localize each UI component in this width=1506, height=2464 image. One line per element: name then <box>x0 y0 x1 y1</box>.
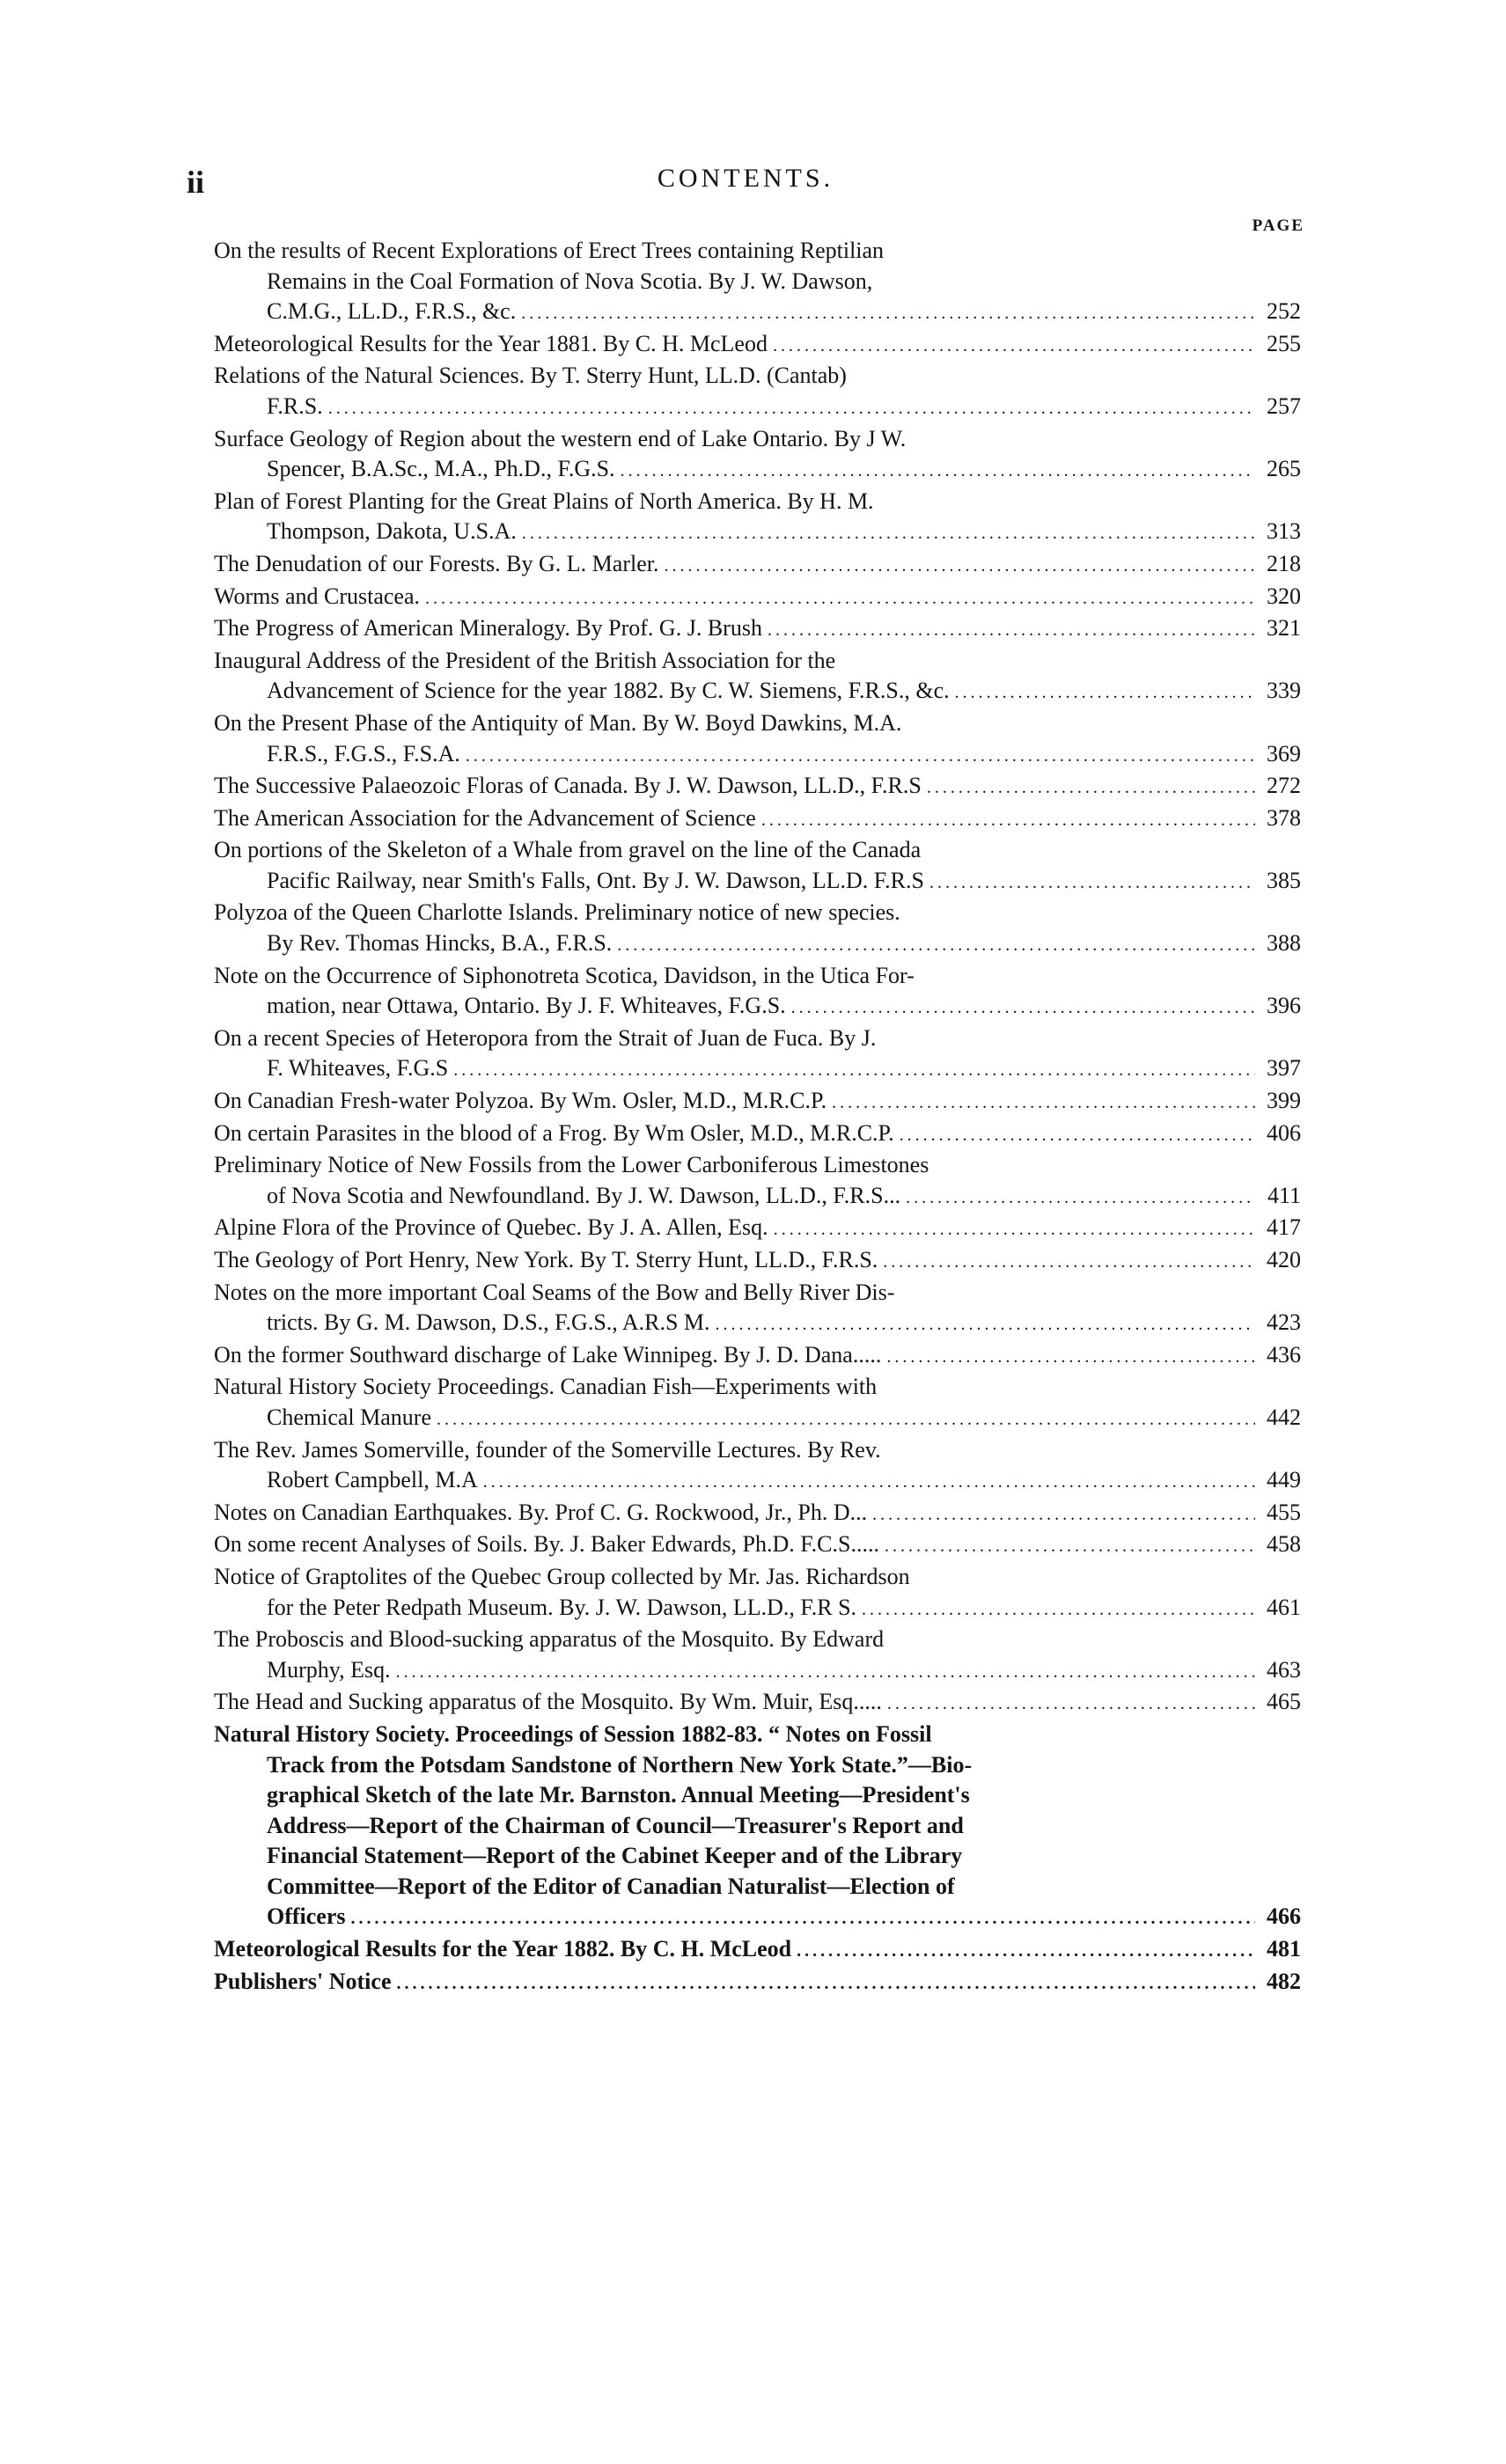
toc-entry-text: Natural History Society. Proceedings of Session 1882-83. “ Notes on Fossil <box>214 1720 932 1747</box>
toc-entry <box>214 549 1301 582</box>
toc-entry <box>214 646 1301 708</box>
toc-entry <box>214 1967 1301 1999</box>
toc-entry-text: Remains in the Coal Formation of Nova Scotia. By J. W. Dawson, <box>267 268 873 294</box>
toc-entry-text: Notes on Canadian Earthquakes. By. Prof C. G. Rockwood, Jr., Ph. D... <box>214 1499 868 1525</box>
toc-entry-text: On certain Parasites in the blood of a Frog. By Wm Osler, M.D., M.R.C.P. <box>214 1119 894 1146</box>
toc-entry-line <box>214 1278 1301 1309</box>
toc-entry-text: Natural History Society Proceedings. Canadian Fish—Experiments with <box>214 1374 878 1400</box>
toc-page-number: 461 <box>1267 1594 1301 1620</box>
toc-entry-line <box>214 582 1301 614</box>
toc-entry-text: The Denudation of our Forests. By G. L. Marler. <box>214 550 659 576</box>
toc-entry <box>214 1934 1301 1967</box>
toc-entry-line <box>214 1967 1301 1999</box>
toc-entry-line <box>214 392 1301 424</box>
toc-page-number: 466 <box>1267 1903 1301 1930</box>
dot-leader <box>900 1120 1255 1151</box>
toc-page-number: 481 <box>1267 1936 1301 1962</box>
toc-entry-text: Note on the Occurrence of Siphonotreta Scotica, Davidson, in the Utica For- <box>214 962 915 988</box>
toc-entry-text: for the Peter Redpath Museum. By. J. W. Dawson, LL.D., F.R S. <box>267 1594 857 1620</box>
dot-leader <box>396 1657 1255 1688</box>
dot-leader <box>929 868 1255 898</box>
toc-page-number: 265 <box>1267 456 1301 482</box>
toc-entry-text: Thompson, Dakota, U.S.A. <box>267 518 517 545</box>
toc-entry-line <box>214 1465 1301 1498</box>
toc-entry-line <box>214 1023 1301 1054</box>
toc-entry-text: Track from the Potsdam Sandstone of Northern New York State.”—Bio- <box>267 1751 973 1778</box>
dot-leader <box>774 1214 1255 1245</box>
toc-entry-text: Notes on the more important Coal Seams of the Bow and Belly River Dis- <box>214 1279 895 1305</box>
toc-entry-text: On a recent Species of Heteropora from the Strait of Juan de Fuca. By J. <box>214 1024 877 1051</box>
dot-leader <box>351 1903 1255 1934</box>
page-header <box>187 164 1304 235</box>
toc-entry-text: Inaugural Address of the President of the British Association for the <box>214 647 836 673</box>
toc-entry-line <box>214 646 1301 677</box>
toc-entry-text: F.R.S. <box>267 392 323 419</box>
dot-leader <box>761 805 1255 836</box>
toc-entry-line <box>214 1687 1301 1720</box>
dot-leader <box>797 1936 1255 1967</box>
toc-entry-line <box>214 1624 1301 1655</box>
toc-entry-text: F.R.S., F.G.S., F.S.A. <box>267 740 460 766</box>
toc-entry <box>214 1150 1301 1213</box>
toc-page-number: 417 <box>1267 1214 1301 1241</box>
dot-leader <box>862 1595 1255 1625</box>
toc-entry-line <box>214 835 1301 866</box>
toc-entry-text: On the results of Recent Explorations of Erect Trees containing Reptilian <box>214 238 885 263</box>
dot-leader <box>906 1183 1255 1214</box>
dot-leader <box>437 1404 1255 1435</box>
toc-entry <box>214 803 1301 836</box>
toc-entry <box>214 1562 1301 1624</box>
toc-entry-text: Financial Statement—Report of the Cabinet Keeper and of the Library <box>267 1843 963 1869</box>
toc-page-number: 320 <box>1267 583 1301 609</box>
toc-entry-line <box>214 866 1301 898</box>
toc-entry-text: mation, near Ottawa, Ontario. By J. F. Whiteaves, F.G.S. <box>267 993 786 1019</box>
toc-page-number: 255 <box>1267 330 1301 356</box>
toc-entry <box>214 1529 1301 1562</box>
toc-entry <box>214 1624 1301 1687</box>
toc-entry-line <box>214 928 1301 961</box>
toc-entry-line <box>214 739 1301 772</box>
toc-page-number: 449 <box>1267 1467 1301 1493</box>
dot-leader <box>885 1531 1255 1562</box>
toc-entry-line <box>214 708 1301 739</box>
toc-entry-text: graphical Sketch of the late Mr. Barnston. Annual Meeting—President's <box>267 1782 970 1808</box>
toc-entry-text: On some recent Analyses of Soils. By. J. Baker Edwards, Ph.D. F.C.S..... <box>214 1531 879 1558</box>
toc-entry-line <box>214 1902 1301 1934</box>
toc-entry-line <box>214 1811 1301 1842</box>
toc-page-number: 369 <box>1267 740 1301 766</box>
toc-entry-text: F. Whiteaves, F.G.S <box>267 1055 449 1082</box>
toc-entry-text: Murphy, Esq. <box>267 1656 391 1683</box>
toc-entry-text: The Head and Sucking apparatus of the Mosquito. By Wm. Muir, Esq..... <box>214 1689 882 1715</box>
toc-entry-line <box>214 1053 1301 1086</box>
toc-page-number: 313 <box>1267 518 1301 545</box>
page-number: ii <box>187 165 205 200</box>
toc-entry-line <box>214 1213 1301 1245</box>
toc-entry-line <box>214 1403 1301 1435</box>
toc-entry-line <box>214 771 1301 803</box>
dot-leader <box>466 741 1255 772</box>
toc-entry-text: The American Association for the Advancement of Science <box>214 804 756 831</box>
toc-entry-line <box>214 613 1301 646</box>
toc-entry-line <box>214 1593 1301 1625</box>
toc-entry-text: The Rev. James Somerville, founder of the Somerville Lectures. By Rev. <box>214 1436 881 1463</box>
toc-entry-text: The Proboscis and Blood-sucking apparatus of the Mosquito. By Edward <box>214 1626 885 1653</box>
toc-page-number: 482 <box>1267 1968 1301 1994</box>
toc-page-number: 463 <box>1267 1656 1301 1683</box>
toc-entry-text: Spencer, B.A.Sc., M.A., Ph.D., F.G.S. <box>267 456 615 482</box>
toc-entry-line <box>214 487 1301 517</box>
toc-entry-line <box>214 361 1301 392</box>
toc-entry-line <box>214 1841 1301 1872</box>
toc-entry <box>214 1340 1301 1373</box>
toc-entry-text: C.M.G., LL.D., F.R.S., &c. <box>267 298 517 325</box>
dot-leader <box>872 1500 1255 1530</box>
toc-entry <box>214 1213 1301 1245</box>
toc-page-number: 272 <box>1267 773 1301 799</box>
toc-entry-line <box>214 1435 1301 1466</box>
toc-page-number: 396 <box>1267 993 1301 1019</box>
dot-leader <box>425 583 1255 614</box>
toc-entry <box>214 1435 1301 1498</box>
toc-entry-text: Worms and Crustacea. <box>214 583 420 609</box>
toc-page-number: 411 <box>1267 1182 1301 1208</box>
toc-entry <box>214 613 1301 646</box>
dot-leader <box>522 518 1255 549</box>
dot-leader <box>397 1969 1256 1999</box>
toc-entry-text: The Geology of Port Henry, New York. By T. Sterry Hunt, LL.D., F.R.S. <box>214 1247 878 1272</box>
toc-entry-line <box>214 236 1301 267</box>
toc-entry-line <box>214 549 1301 582</box>
toc-entry-text: Polyzoa of the Queen Charlotte Islands. Preliminary notice of new species. <box>214 899 900 926</box>
toc-page-number: 388 <box>1267 930 1301 957</box>
toc-entry-line <box>214 1181 1301 1214</box>
toc-entry-line <box>214 424 1301 455</box>
dot-leader <box>716 1309 1255 1340</box>
toc-entry <box>214 961 1301 1023</box>
toc-page-number: 458 <box>1267 1531 1301 1558</box>
toc-entry <box>214 361 1301 423</box>
toc-entry-text: Preliminary Notice of New Fossils from the Lower Carboniferous Limestones <box>214 1152 929 1178</box>
toc-entry <box>214 424 1301 487</box>
toc-entry <box>214 1245 1301 1278</box>
toc-page-number: 455 <box>1267 1499 1301 1525</box>
toc-page-number: 218 <box>1267 550 1301 576</box>
toc-entry-text: By Rev. Thomas Hincks, B.A., F.R.S. <box>267 930 613 957</box>
toc-entry-line <box>214 517 1301 549</box>
toc-entry <box>214 835 1301 898</box>
toc-entry-line <box>214 297 1301 329</box>
dot-leader <box>791 993 1255 1023</box>
toc-entry-text: Notice of Graptolites of the Quebec Group collected by Mr. Jas. Richardson <box>214 1563 910 1589</box>
toc-entry-line <box>214 1340 1301 1373</box>
dot-leader <box>617 930 1255 961</box>
toc-entry-line <box>214 1150 1301 1181</box>
toc-entry-text: On the former Southward discharge of Lake Winnipeg. By J. D. Dana..... <box>214 1341 882 1368</box>
toc-entry-text: On the Present Phase of the Antiquity of Man. By W. Boyd Dawkins, M.A. <box>214 709 902 736</box>
dot-leader <box>883 1247 1255 1278</box>
toc-entry <box>214 1498 1301 1530</box>
toc-entry-text: Surface Geology of Region about the western end of Lake Ontario. By J W. <box>214 425 907 451</box>
dot-leader <box>773 331 1255 362</box>
toc-entry-text: Advancement of Science for the year 1882. By C. W. Siemens, F.R.S., &c. <box>267 678 950 704</box>
toc-entry-line <box>214 1308 1301 1340</box>
toc-entry-line <box>214 1498 1301 1530</box>
toc-entry <box>214 1278 1301 1340</box>
toc-page-number: 406 <box>1267 1119 1301 1146</box>
toc-entry-text: Meteorological Results for the Year 1881. By C. H. McLeod <box>214 330 768 356</box>
toc-entry-line <box>214 1118 1301 1151</box>
toc-entry-line <box>214 267 1301 297</box>
dot-leader <box>886 1342 1255 1373</box>
dot-leader <box>927 773 1255 803</box>
toc-entry <box>214 1687 1301 1720</box>
toc-entry <box>214 236 1301 329</box>
dot-leader <box>328 393 1255 424</box>
dot-leader <box>768 615 1255 646</box>
toc-entry-text: The Progress of American Mineralogy. By Prof. G. J. Brush <box>214 615 762 642</box>
toc-page-number: 399 <box>1267 1088 1301 1114</box>
toc-entry-line <box>214 1750 1301 1781</box>
toc-entry-text: Committee—Report of the Editor of Canadian Naturalist—Election of <box>267 1873 955 1899</box>
dot-leader <box>483 1467 1255 1498</box>
toc-entry-text: Meteorological Results for the Year 1882. By C. H. McLeod <box>214 1936 792 1962</box>
toc-entry-line <box>214 329 1301 362</box>
toc-entry <box>214 329 1301 362</box>
toc-entry-line <box>214 1086 1301 1118</box>
toc-entry <box>214 708 1301 771</box>
toc-entry-line <box>214 1780 1301 1811</box>
table-of-contents <box>214 236 1301 1998</box>
toc-entry <box>214 1086 1301 1118</box>
dot-leader <box>664 551 1255 582</box>
toc-entry-text: Relations of the Natural Sciences. By T. Sterry Hunt, LL.D. (Cantab) <box>214 363 847 389</box>
dot-leader <box>887 1689 1255 1720</box>
toc-entry-text: Officers <box>267 1903 346 1930</box>
toc-page-number: 436 <box>1267 1341 1301 1368</box>
toc-page-number: 423 <box>1267 1309 1301 1336</box>
dot-leader <box>453 1055 1255 1086</box>
toc-entry-text: The Successive Palaeozoic Floras of Canada. By J. W. Dawson, LL.D., F.R.S <box>214 773 922 799</box>
toc-page-number: 378 <box>1267 804 1301 831</box>
toc-entry-line <box>214 1720 1301 1750</box>
toc-entry <box>214 1372 1301 1434</box>
toc-entry-text: Plan of Forest Planting for the Great Plains of North America. By H. M. <box>214 488 874 514</box>
toc-entry <box>214 1118 1301 1151</box>
toc-entry-line <box>214 898 1301 928</box>
toc-entry-text: On portions of the Skeleton of a Whale from gravel on the line of the Canada <box>214 837 922 863</box>
toc-entry-text: On Canadian Fresh-water Polyzoa. By Wm. Osler, M.D., M.R.C.P. <box>214 1088 827 1114</box>
toc-entry-text: Alpine Flora of the Province of Quebec. By J. A. Allen, Esq. <box>214 1214 768 1241</box>
toc-entry-line <box>214 454 1301 487</box>
toc-page-number: 321 <box>1267 615 1301 642</box>
dot-leader <box>955 678 1255 708</box>
toc-entry-line <box>214 1934 1301 1967</box>
toc-entry <box>214 582 1301 614</box>
toc-page-number: 252 <box>1267 298 1301 325</box>
toc-entry <box>214 1023 1301 1086</box>
toc-entry <box>214 771 1301 803</box>
toc-entry <box>214 487 1301 549</box>
toc-entry-text: Robert Campbell, M.A <box>267 1467 478 1493</box>
dot-leader <box>832 1088 1255 1118</box>
toc-entry <box>214 1720 1301 1934</box>
toc-entry-text: Pacific Railway, near Smith's Falls, Ont. By J. W. Dawson, LL.D. F.R.S <box>267 867 924 893</box>
toc-entry-line <box>214 991 1301 1023</box>
toc-entry-line <box>214 803 1301 836</box>
toc-entry-line <box>214 1245 1301 1278</box>
running-title: CONTENTS. <box>657 164 834 193</box>
toc-page-number: 339 <box>1267 678 1301 704</box>
toc-entry-line <box>214 1372 1301 1403</box>
toc-entry-text: of Nova Scotia and Newfoundland. By J. W. Dawson, LL.D., F.R.S... <box>267 1182 901 1208</box>
toc-entry-line <box>214 676 1301 708</box>
toc-entry-line <box>214 961 1301 992</box>
toc-entry-line <box>214 1872 1301 1903</box>
toc-page-number: 385 <box>1267 867 1301 893</box>
toc-entry <box>214 898 1301 960</box>
toc-page-number: 397 <box>1267 1055 1301 1082</box>
toc-page-number: 442 <box>1267 1404 1301 1430</box>
toc-entry-line <box>214 1529 1301 1562</box>
dot-leader <box>621 456 1255 487</box>
toc-page-number: 257 <box>1267 392 1301 419</box>
toc-entry-text: Publishers' Notice <box>214 1968 392 1994</box>
toc-page-number: 420 <box>1267 1247 1301 1272</box>
toc-entry-line <box>214 1562 1301 1593</box>
toc-page-number: 465 <box>1267 1689 1301 1715</box>
toc-entry-text: tricts. By G. M. Dawson, D.S., F.G.S., A.R.S M. <box>267 1309 710 1336</box>
toc-entry-text: Address—Report of the Chairman of Council—Treasurer's Report and <box>267 1812 964 1838</box>
toc-entry-text: Chemical Manure <box>267 1404 431 1430</box>
toc-entry-line <box>214 1655 1301 1688</box>
page-column-label: PAGE <box>1252 216 1304 235</box>
dot-leader <box>521 298 1255 329</box>
